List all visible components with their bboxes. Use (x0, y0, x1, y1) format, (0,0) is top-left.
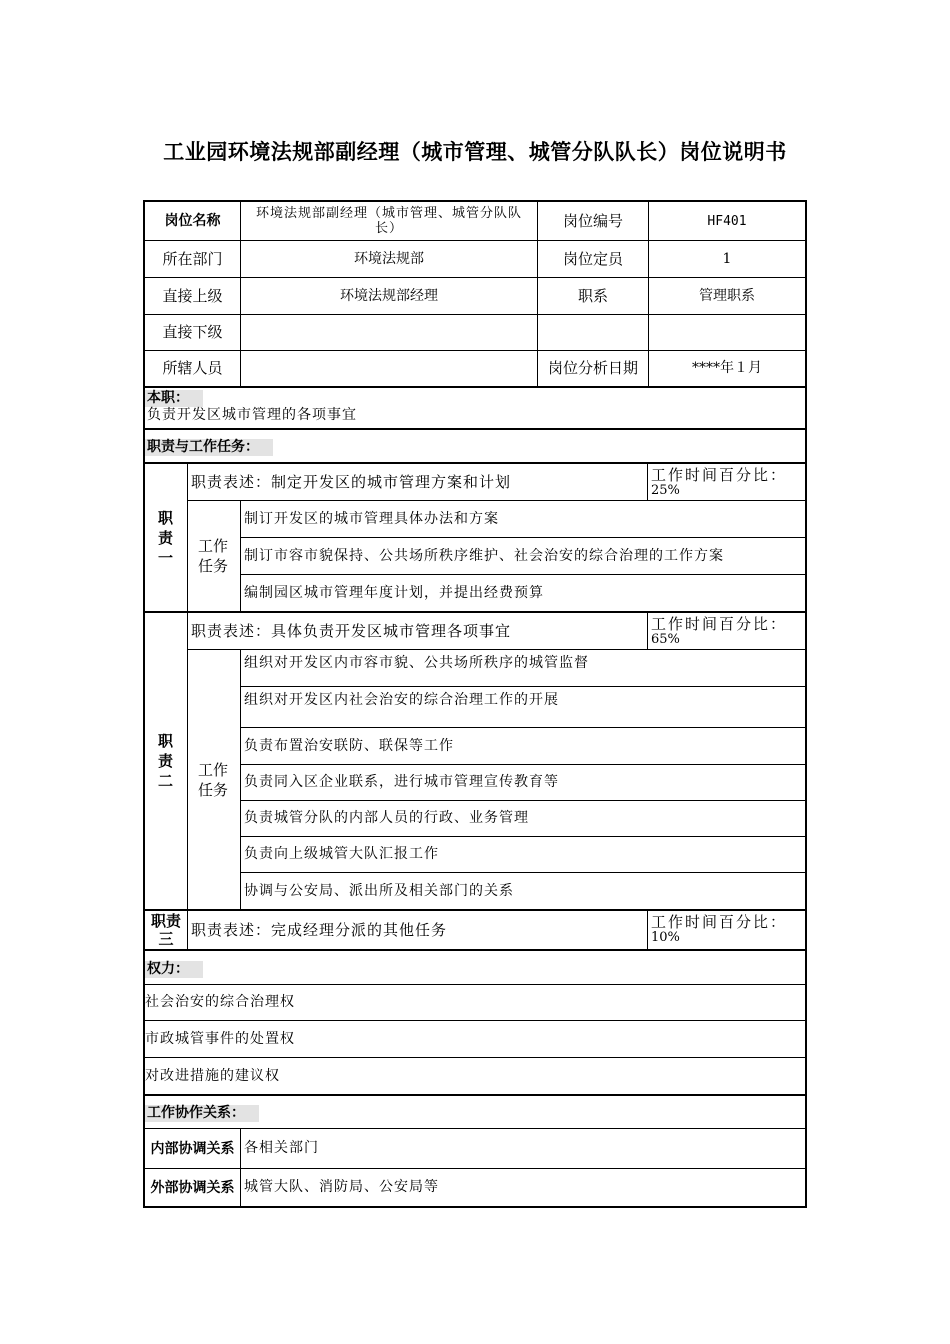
duty-2-description: 职责表述：具体负责开发区城市管理各项事宜 (187, 611, 647, 649)
cooperation-label: 工作协作关系： (145, 1105, 259, 1122)
authority-item: 市政城管事件的处置权 (145, 1020, 805, 1057)
external-coordination-value: 城管大队、消防局、公安局等 (240, 1168, 805, 1206)
post-code-value: HF401 (648, 202, 805, 240)
summary-text: 负责开发区城市管理的各项事宜 (147, 407, 357, 423)
duty-2-task-label: 工作任务 (187, 649, 240, 909)
duty-3-pct: 工作时间百分比： 10% (647, 909, 805, 949)
duty-2-pct: 工作时间百分比： 65% (647, 611, 805, 649)
duty-1-task: 制订开发区的城市管理具体办法和方案 (240, 500, 805, 537)
authority-item: 社会治安的综合治理权 (145, 984, 805, 1020)
authority-label: 权力： (145, 961, 203, 978)
duty-1-task-label: 工作任务 (187, 500, 240, 611)
subordinate-value (240, 314, 537, 350)
blank-cell (537, 314, 648, 350)
post-name-label: 岗位名称 (164, 212, 221, 229)
internal-coordination-label: 内部协调关系 (145, 1128, 240, 1168)
duty-1-task: 制订市容市貌保持、公共场所秩序维护、社会治安的综合治理的工作方案 (240, 537, 805, 574)
summary-section (145, 386, 805, 428)
duty-1-name: 职责一 (145, 462, 187, 611)
duty-1-description: 职责表述：制定开发区的城市管理方案和计划 (187, 462, 647, 500)
staff-value (240, 350, 537, 386)
series-value: 管理职系 (648, 277, 805, 314)
blank-cell (648, 314, 805, 350)
quota-label: 岗位定员 (537, 240, 648, 277)
dept-value: 环境法规部 (240, 240, 537, 277)
post-name-value: 环境法规部副经理（城市管理、城管分队队长） (240, 202, 537, 240)
duty-2-task: 组织对开发区内社会治安的综合治理工作的开展 (240, 686, 805, 727)
post-code-label: 岗位编号 (537, 202, 648, 240)
duty-2-task: 组织对开发区内市容市貌、公共场所秩序的城管监督 (240, 649, 805, 686)
duty-2-task: 负责城管分队的内部人员的行政、业务管理 (240, 800, 805, 836)
external-coordination-label: 外部协调关系 (145, 1168, 240, 1206)
duty-2-task: 协调与公安局、派出所及相关部门的关系 (240, 872, 805, 909)
duty-1-pct: 工作时间百分比： 25% (647, 462, 805, 500)
subordinate-label: 直接下级 (145, 314, 240, 350)
page-title: 工业园环境法规部副经理（城市管理、城管分队队长）岗位说明书 (163, 140, 787, 164)
authority-item: 对改进措施的建议权 (145, 1057, 805, 1094)
duty-2-name: 职责二 (145, 611, 187, 909)
superior-label: 直接上级 (145, 277, 240, 314)
duty-2-task: 负责布置治安联防、联保等工作 (240, 727, 805, 764)
internal-coordination-value: 各相关部门 (240, 1128, 805, 1168)
job-description-form (143, 200, 807, 1208)
series-label: 职系 (537, 277, 648, 314)
duty-3-name: 职责三 (145, 909, 187, 949)
staff-label: 所辖人员 (145, 350, 240, 386)
quota-value: 1 (648, 240, 805, 277)
duties-label: 职责与工作任务： (145, 439, 273, 456)
duty-3-description: 职责表述：完成经理分派的其他任务 (187, 909, 647, 949)
duty-2-task: 负责向上级城管大队汇报工作 (240, 836, 805, 872)
summary-label: 本职： (145, 390, 203, 407)
duty-1-task: 编制园区城市管理年度计划，并提出经费预算 (240, 574, 805, 611)
dept-label: 所在部门 (145, 240, 240, 277)
duties-header (145, 428, 805, 462)
authority-header (145, 949, 805, 984)
duty-2-task: 负责同入区企业联系，进行城市管理宣传教育等 (240, 764, 805, 800)
analysis-date-value: ****年１月 (648, 350, 805, 386)
analysis-date-label: 岗位分析日期 (537, 350, 648, 386)
superior-value: 环境法规部经理 (240, 277, 537, 314)
cooperation-header (145, 1094, 805, 1128)
